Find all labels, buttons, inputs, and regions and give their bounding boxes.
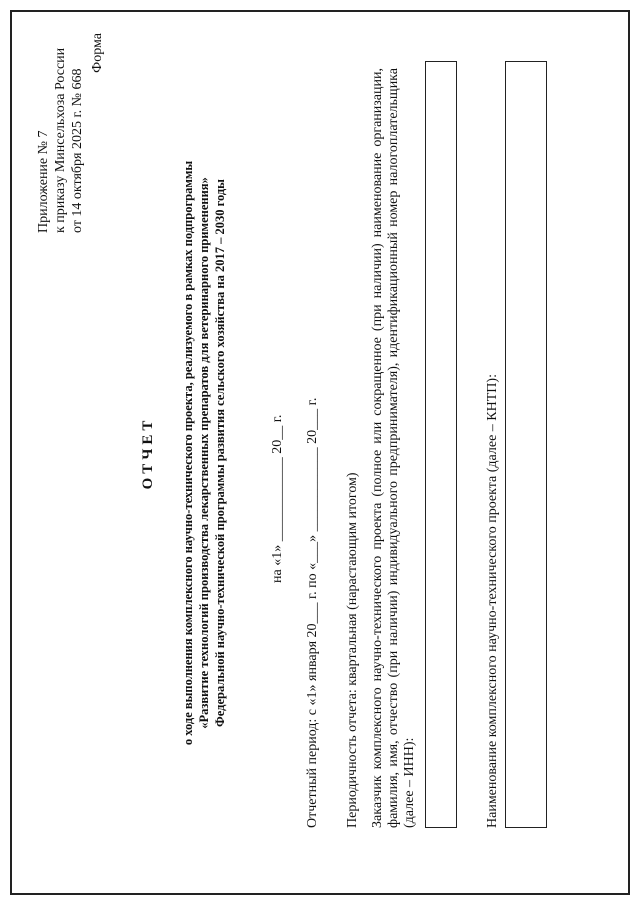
report-title: ОТЧЕТ <box>140 416 156 489</box>
project-name-label: Наименование комплексного научно-технического проекта (далее – КНТП): <box>485 373 500 828</box>
report-date: на «1» ____________ 20__ г. <box>270 414 285 583</box>
project-name-input-box[interactable] <box>505 61 547 828</box>
appendix-block <box>35 47 86 232</box>
subtitle-line-1: о ходе выполнения комплексного научно-технического проекта, реализуемого в рамках подпрограммы <box>181 160 195 745</box>
appendix-line-3: от 14 октября 2025 г. № 668 <box>70 67 85 233</box>
reporting-period: Отчетный период: с «1» января 20___ г. по «___» ____________ 20___ г. <box>305 397 320 828</box>
appendix-line-1: Приложение № 7 <box>36 130 51 233</box>
appendix-line-2: к приказу Минсельхоза России <box>53 47 68 233</box>
subtitle-line-2: «Развитие технологий производства лекарственных препаратов для ветеринарного применения» <box>197 176 211 729</box>
document-page <box>20 23 620 883</box>
customer-description: Заказчик комплексного научно-технического проекта (полное или сокращенное (при наличии) наименование организации, фамилия, имя, отчество (при наличии) индивидуального предпринимателя), идентификационный номер налогоплательщика (далее – ИНН): <box>370 67 417 828</box>
subtitle-line-3: Федеральной научно-технической программы развития сельского хозяйства на 2017 – 2030 годы <box>213 178 227 727</box>
report-periodicity: Периодичность отчета: квартальная (нарастающим итогом) <box>345 471 360 828</box>
form-label: Форма <box>90 32 105 73</box>
customer-input-box[interactable] <box>425 61 457 828</box>
